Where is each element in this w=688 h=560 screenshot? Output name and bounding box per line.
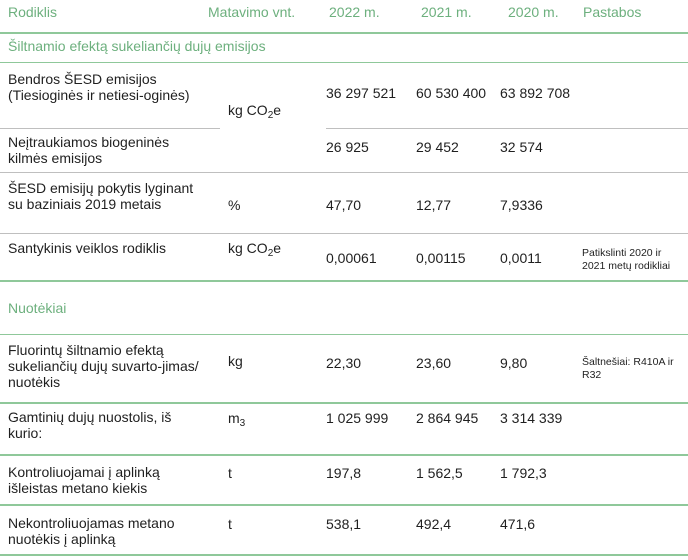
header-unit: Matavimo vnt. (208, 4, 296, 20)
value-2022: 36 297 521 (326, 85, 397, 101)
row-divider (0, 454, 688, 456)
value-2021: 0,00115 (416, 250, 466, 266)
header-2021: 2021 m. (421, 4, 472, 20)
value-2020: 0,0011 (500, 250, 542, 266)
header-indicator: Rodiklis (8, 4, 58, 20)
value-2022: 47,70 (326, 197, 362, 213)
table-bottom-border (0, 554, 688, 556)
value-2021: 492,4 (416, 516, 452, 532)
row-divider (0, 128, 220, 129)
value-2022: 197,8 (326, 465, 362, 481)
row-note: Šaltnešiai: R410A ir R32 (582, 356, 674, 381)
row-name: Bendros ŠESD emisijos (Tiesioginės ir netiesi-oginės) (8, 71, 190, 103)
row-divider (0, 504, 688, 506)
value-2020: 7,9336 (500, 197, 543, 213)
row-unit: t (228, 465, 232, 481)
section-divider (0, 280, 688, 282)
section-emissions-title: Šiltnamio efektą sukeliančių dujų emisijos (8, 38, 266, 54)
value-2020: 3 314 339 (500, 410, 563, 426)
value-2020: 63 892 708 (500, 85, 571, 101)
row-divider (326, 128, 688, 129)
row-unit: kg $CO_2e$ (228, 240, 282, 259)
row-divider (0, 172, 688, 173)
header-2020: 2020 m. (508, 4, 559, 20)
value-2020: 1 792,3 (500, 465, 547, 481)
value-2021: 23,60 (416, 355, 452, 371)
value-2022: 1 025 999 (326, 410, 389, 426)
value-2020: 9,80 (500, 355, 528, 371)
row-name: ŠESD emisijų pokytis lyginant su baziniais 2019 metais (8, 180, 194, 212)
header-2022: 2022 m. (329, 4, 380, 20)
value-2022: 26 925 (326, 139, 369, 155)
row-name: Neįtraukiamos biogeninės kilmės emisijos (8, 134, 170, 166)
row-note: Patikslinti 2020 ir 2021 metų rodikliai (582, 247, 671, 272)
value-2021: 12,77 (416, 197, 452, 213)
section-divider (0, 62, 688, 63)
value-2022: 0,00061 (326, 250, 377, 266)
row-unit: kg $CO_2e$ (228, 102, 282, 121)
row-name: Kontroliuojamai į aplinką išleistas metano kiekis (8, 464, 160, 496)
value-2020: 471,6 (500, 516, 536, 532)
row-divider (0, 233, 688, 234)
value-2021: 60 530 400 (416, 85, 487, 101)
value-2022: 22,30 (326, 355, 362, 371)
header-notes: Pastabos (583, 4, 642, 20)
row-name: Nekontroliuojamas metano nuotėkis į aplinką (8, 515, 175, 547)
value-2021: 29 452 (416, 139, 459, 155)
row-name: Santykinis veiklos rodiklis (8, 240, 166, 256)
section-divider (0, 334, 688, 335)
value-2020: 32 574 (500, 139, 543, 155)
row-name: Fluorintų šiltnamio efektą sukeliančių dujų suvarto-jimas/ nuotėkis (8, 342, 199, 390)
row-unit: % (228, 197, 241, 213)
section-leakages-title: Nuotėkiai (8, 300, 67, 316)
value-2022: 538,1 (326, 516, 362, 532)
value-2021: 1 562,5 (416, 465, 463, 481)
header-divider (0, 32, 688, 34)
row-unit: $m_3$ (228, 410, 246, 429)
row-unit: t (228, 516, 232, 532)
value-2021: 2 864 945 (416, 410, 479, 426)
row-unit: kg (228, 353, 243, 369)
row-divider (0, 402, 688, 404)
row-name: Gamtinių dujų nuostolis, iš kurio: (8, 409, 172, 441)
